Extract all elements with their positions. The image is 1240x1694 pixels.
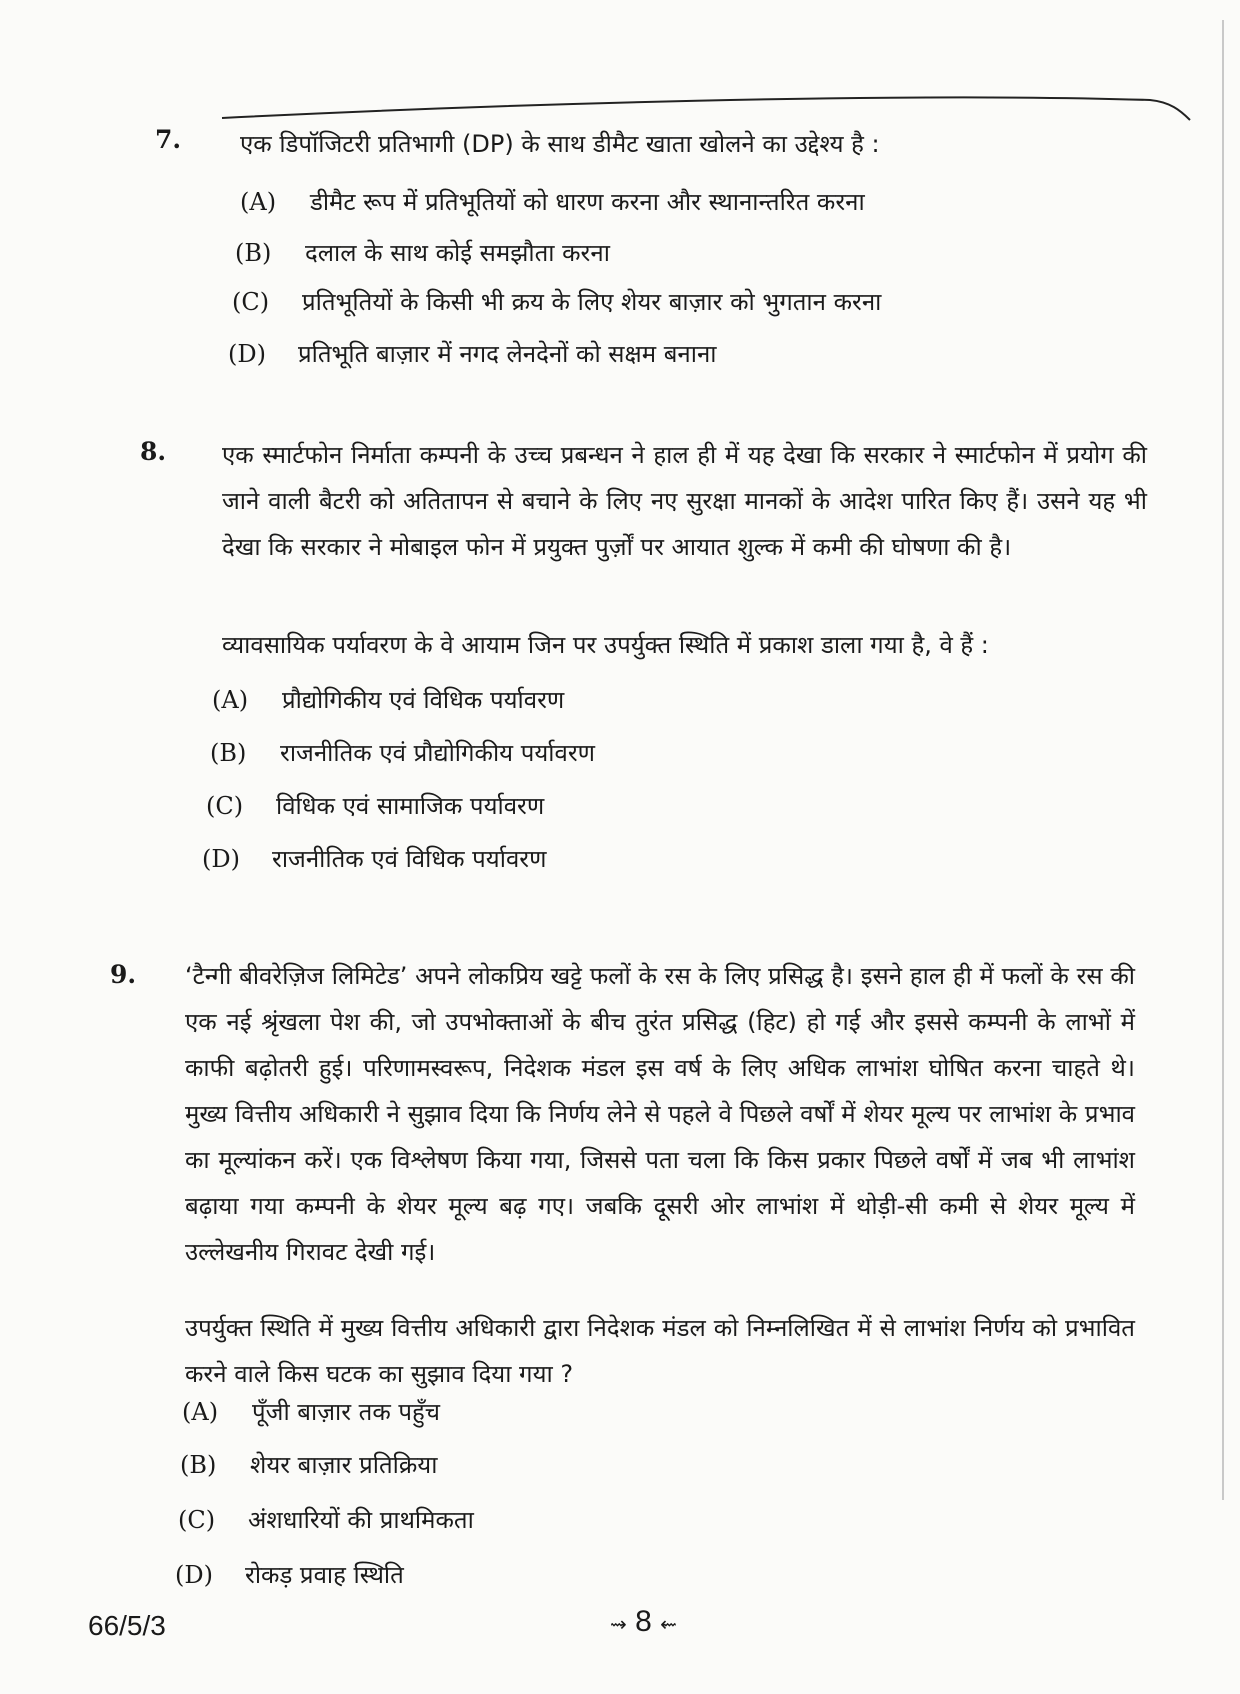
question-8-prompt: व्यावसायिक पर्यावरण के वे आयाम जिन पर उपर्युक्त स्थिति में प्रकाश डाला गया है, वे हैं :	[222, 631, 989, 659]
option-label: (B)	[210, 739, 247, 767]
option-label: (A)	[240, 188, 277, 216]
option-text: दलाल के साथ कोई समझौता करना	[305, 239, 610, 267]
option-label: (D)	[202, 845, 240, 873]
question-8-option-a	[212, 683, 564, 716]
option-label: (D)	[175, 1561, 213, 1589]
option-text: डीमैट रूप में प्रतिभूतियों को धारण करना और स्थानान्तरित करना	[310, 188, 865, 216]
option-text: प्रौद्योगिकीय एवं विधिक पर्यावरण	[282, 686, 565, 714]
question-7-option-a	[240, 185, 865, 218]
option-text: विधिक एवं सामाजिक पर्यावरण	[276, 792, 545, 820]
question-8-option-b	[210, 736, 595, 769]
question-7-option-d	[228, 337, 717, 370]
question-9-option-a	[182, 1395, 440, 1428]
page-ornament-right-icon: ⇜	[660, 1614, 677, 1636]
page-ornament-left-icon: ⇝	[610, 1614, 627, 1636]
question-8-option-d	[202, 842, 546, 875]
option-label: (C)	[232, 288, 270, 316]
option-label: (A)	[182, 1398, 219, 1426]
option-label: (B)	[180, 1451, 217, 1479]
question-8-option-c	[206, 789, 544, 822]
option-label: (D)	[228, 340, 266, 368]
question-9-stem: ‘टैन्गी बीवरेज़िज लिमिटेड’ अपने लोकप्रिय खट्टे फलों के रस के लिए प्रसिद्ध है। इसने हाल ही में फलों के रस की एक नई श्रृंखला पेश की, जो उपभोक्ताओं के बीच तुरंत प्रसिद्ध (हिट) हो गई और इससे कम्पनी के लाभों में काफी बढ़ोतरी हुई। परिणामस्वरूप, निदेशक मंडल इस वर्ष के लिए अधिक लाभांश घोषित करना चाहते थे। मुख्य वित्तीय अधिकारी ने सुझाव दिया कि निर्णय लेने से पहले वे पिछले वर्षों में शेयर मूल्य पर लाभांश के प्रभाव का मूल्यांकन करें। एक विश्लेषण किया गया, जिससे पता चला कि किस प्रकार पिछले वर्षों में जब भी लाभांश बढ़ाया गया कम्पनी के शेयर मूल्य बढ़ गए। जबकि दूसरी ओर लाभांश में थोड़ी-सी कमी से शेयर मूल्य में उल्लेखनीय गिरावट देखी गई।	[185, 962, 1135, 1266]
question-8-number: 8.	[140, 437, 167, 466]
option-text: प्रतिभूतियों के किसी भी क्रय के लिए शेयर बाज़ार को भुगतान करना	[302, 288, 882, 316]
option-label: (C)	[178, 1506, 216, 1534]
question-9-prompt: उपर्युक्त स्थिति में मुख्य वित्तीय अधिकारी द्वारा निदेशक मंडल को निम्नलिखित में से लाभांश निर्णय को प्रभावित करने वाले किस घटक का सुझाव दिया गया ?	[185, 1314, 1135, 1388]
scan-edge-line	[1222, 20, 1224, 1500]
option-label: (B)	[235, 239, 272, 267]
option-text: अंशधारियों की प्राथमिकता	[248, 1506, 474, 1534]
page-number: 8	[635, 1605, 652, 1638]
paper-code: 66/5/3	[88, 1610, 166, 1641]
question-8-stem: एक स्मार्टफोन निर्माता कम्पनी के उच्च प्रबन्धन ने हाल ही में यह देखा कि सरकार ने स्मार्टफोन में प्रयोग की जाने वाली बैटरी को अतितापन से बचाने के लिए नए सुरक्षा मानकों के आदेश पारित किए हैं। उसने यह भी देखा कि सरकार ने मोबाइल फोन में प्रयुक्त पुर्ज़ों पर आयात शुल्क में कमी की घोषणा की है।	[222, 441, 1147, 561]
question-7-option-b	[235, 236, 610, 269]
option-text: पूँजी बाज़ार तक पहुँच	[252, 1398, 441, 1426]
question-7-option-c	[232, 285, 881, 318]
question-9-option-c	[178, 1503, 474, 1536]
page-number-footer	[610, 1605, 677, 1639]
question-7-number: 7.	[155, 125, 182, 154]
option-label: (C)	[206, 792, 244, 820]
option-text: राजनीतिक एवं प्रौद्योगिकीय पर्यावरण	[280, 739, 595, 767]
question-7-stem: एक डिपॉजिटरी प्रतिभागी (DP) के साथ डीमैट खाता खोलने का उद्देश्य है :	[240, 130, 880, 158]
option-text: शेयर बाज़ार प्रतिक्रिया	[250, 1451, 438, 1479]
option-label: (A)	[212, 686, 249, 714]
option-text: राजनीतिक एवं विधिक पर्यावरण	[272, 845, 547, 873]
option-text: रोकड़ प्रवाह स्थिति	[245, 1561, 404, 1589]
question-9-option-b	[180, 1448, 437, 1481]
scan-fold-line	[0, 0, 1240, 200]
option-text: प्रतिभूति बाज़ार में नगद लेनदेनों को सक्षम बनाना	[298, 340, 717, 368]
question-9-number: 9.	[110, 960, 137, 989]
question-9-option-d	[175, 1558, 404, 1591]
